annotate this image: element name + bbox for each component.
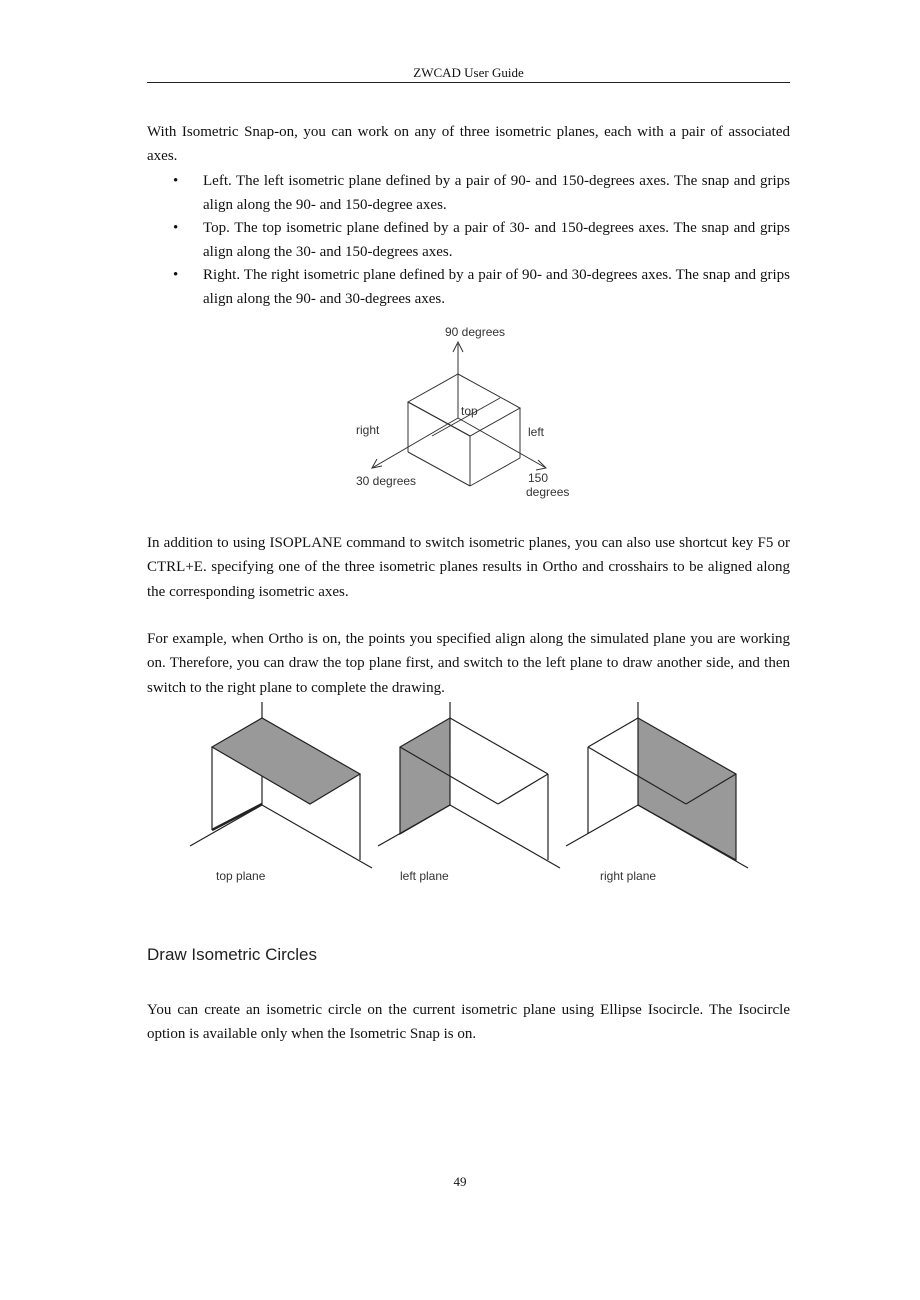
drawing-edge (190, 805, 262, 846)
list-item-left (147, 170, 790, 217)
intro-paragraph: With Isometric Snap-on, you can work on any of three isometric planes, each with a pair of associated axes. (147, 124, 790, 165)
bullet-symbol: • (173, 173, 179, 189)
plane-list (147, 170, 790, 311)
drawing-edge (262, 805, 372, 868)
drawing-edge (450, 718, 548, 774)
caption-left-plane: left plane (400, 869, 449, 883)
isometric-axes-figure (340, 318, 590, 508)
shortcut-paragraph: In addition to using ISOPLANE command to switch isometric planes, you can also use shortcut key F5 or CTRL+E. specifying one of the three isometric planes results in Ortho and crosshairs to be aligned along the corresponding isometric axes. (147, 535, 790, 600)
drawing-edge (588, 718, 638, 747)
label-top: top (461, 404, 478, 418)
bullet-symbol: • (173, 220, 179, 236)
cube-edge (408, 452, 470, 486)
section-heading: Draw Isometric Circles (147, 945, 318, 964)
drawing-edge (498, 774, 548, 804)
label-150: 150 (528, 471, 549, 485)
drawing-edge (566, 805, 638, 846)
ortho-paragraph: For example, when Ortho is on, the points you specified align along the simulated plane you are working on. Therefore, you can draw the top plane first, and switch to the left plane to draw another side, and then switch to the right plane to complete the drawing. (147, 631, 790, 696)
list-item-text: Top. The top isometric plane defined by a pair of 30- and 150-degrees axes. The snap and grips align along the 30- and 150-degrees axes. (203, 220, 790, 260)
axis-30-line (372, 418, 458, 468)
plane-drawing-figure (182, 700, 757, 892)
label-degrees: degrees (526, 485, 570, 499)
label-right: right (356, 423, 380, 437)
page-header: ZWCAD User Guide (147, 64, 790, 83)
drawing-edge (450, 805, 560, 868)
left-plane-shaded-face (400, 718, 450, 834)
right-plane-shaded-face (638, 718, 736, 860)
label-30-degrees: 30 degrees (356, 474, 417, 488)
list-item-text: Left. The left isometric plane defined by a pair of 90- and 150-degrees axes. The snap and grips align along the 90- and 150-degree axes. (203, 173, 790, 213)
page-number: 49 (453, 1174, 467, 1189)
list-item-text: Right. The right isometric plane defined by a pair of 90- and 30-degrees axes. The snap and grips align along the 90- and 30-degrees axes. (203, 267, 790, 307)
drawing-edge (212, 804, 262, 830)
bullet-symbol: • (173, 267, 179, 283)
list-item-right (147, 264, 790, 311)
list-item-top (147, 217, 790, 264)
label-left: left (528, 425, 545, 439)
caption-top-plane: top plane (216, 869, 266, 883)
cube-edge (470, 458, 520, 486)
top-plane-shaded-face (212, 718, 360, 804)
isocircle-paragraph: You can create an isometric circle on the current isometric plane using Ellipse Isocircle. The Isocircle option is available only when the Isometric Snap is on. (147, 1002, 790, 1043)
label-90-degrees: 90 degrees (445, 325, 506, 339)
caption-right-plane: right plane (600, 869, 657, 883)
